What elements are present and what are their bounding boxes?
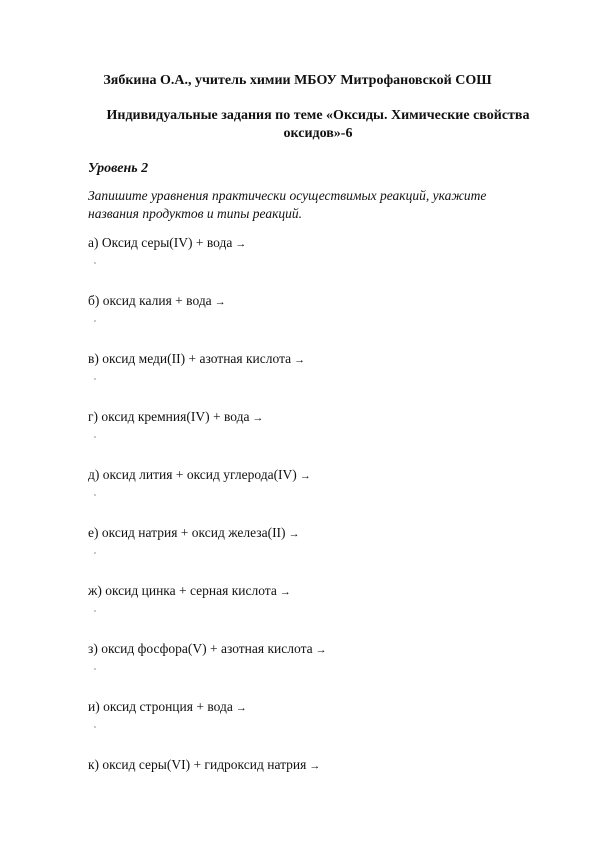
arrow-icon: → [252, 412, 264, 424]
task-text: к) оксид серы(VI) + гидроксид натрия [88, 757, 307, 772]
arrow-icon: → [309, 760, 321, 772]
level-heading: Уровень 2 [88, 161, 149, 176]
arrow-icon: → [294, 354, 306, 366]
arrow-icon: → [315, 644, 327, 656]
task-text: б) оксид калия + вода [88, 293, 212, 308]
answer-mark [94, 262, 96, 264]
task-item [88, 466, 548, 524]
arrow-icon: → [235, 702, 247, 714]
arrow-icon: → [214, 296, 226, 308]
task-text: е) оксид натрия + оксид железа(II) [88, 525, 286, 540]
arrow-icon: → [279, 586, 291, 598]
task-item [88, 292, 548, 350]
task-text: з) оксид фосфора(V) + азотная кислота [88, 641, 313, 656]
task-item [88, 524, 548, 582]
answer-mark [94, 436, 96, 438]
answer-mark [94, 668, 96, 670]
task-item [88, 756, 548, 814]
task-list [88, 234, 548, 814]
topic-title: Индивидуальные задания по теме «Оксиды. Химические свойства оксидов»-6 [106, 108, 530, 141]
task-text: а) Оксид серы(IV) + вода [88, 235, 233, 250]
task-item [88, 640, 548, 698]
task-text: ж) оксид цинка + серная кислота [88, 583, 277, 598]
answer-mark [94, 726, 96, 728]
answer-mark [94, 610, 96, 612]
task-item [88, 350, 548, 408]
answer-mark [94, 494, 96, 496]
task-item [88, 408, 548, 466]
answer-mark [94, 378, 96, 380]
author-line: Зябкина О.А., учитель химии МБОУ Митрофановской СОШ [103, 73, 492, 88]
task-item [88, 234, 548, 292]
task-text: д) оксид лития + оксид углерода(IV) [88, 467, 297, 482]
task-text: в) оксид меди(II) + азотная кислота [88, 351, 292, 366]
arrow-icon: → [299, 470, 311, 482]
task-text: и) оксид стронция + вода [88, 699, 233, 714]
task-item [88, 698, 548, 756]
answer-mark [94, 552, 96, 554]
task-text: г) оксид кремния(IV) + вода [88, 409, 250, 424]
answer-mark [94, 320, 96, 322]
arrow-icon: → [288, 528, 300, 540]
task-item [88, 582, 548, 640]
arrow-icon: → [235, 238, 247, 250]
instruction-text: Запишите уравнения практически осуществимых реакций, укажите названия продуктов и типы реакций. [88, 188, 487, 221]
